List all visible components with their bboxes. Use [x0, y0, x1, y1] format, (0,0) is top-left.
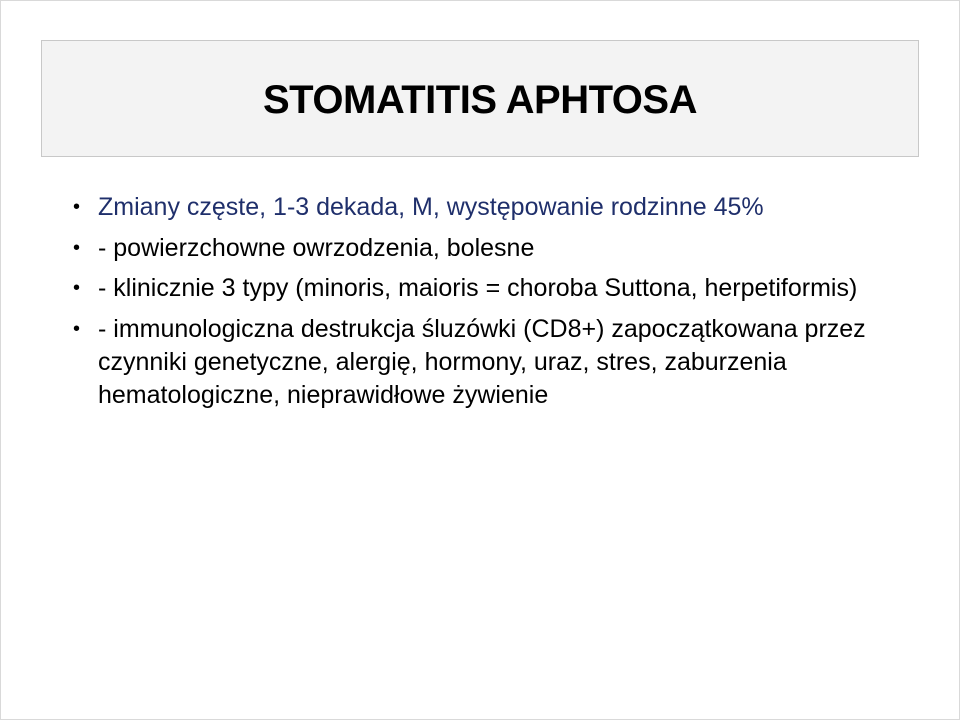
bullet-icon: • — [73, 318, 81, 340]
bullet-icon: • — [73, 196, 81, 218]
list-item — [73, 313, 903, 412]
list-item — [73, 232, 903, 265]
slide-title: STOMATITIS APHTOSA — [263, 78, 697, 122]
bullet-text: - powierzchowne owrzodzenia, bolesne — [98, 234, 535, 262]
title-box — [41, 40, 919, 157]
list-item — [73, 272, 903, 305]
bullet-text: Zmiany częste, 1-3 dekada, M, występowanie rodzinne 45% — [98, 193, 764, 221]
bullet-list — [73, 191, 903, 420]
bullet-icon: • — [73, 277, 81, 299]
bullet-icon: • — [73, 237, 81, 259]
bullet-text: - immunologiczna destrukcja śluzówki (CD8+) zapoczątkowana przez czynniki genetyczne, alergię, hormony, uraz, stres, zaburzenia hematologiczne, nieprawidłowe żywienie — [98, 315, 866, 409]
bullet-text: - klinicznie 3 typy (minoris, maioris = choroba Suttona, herpetiformis) — [98, 274, 858, 302]
list-item — [73, 191, 903, 224]
